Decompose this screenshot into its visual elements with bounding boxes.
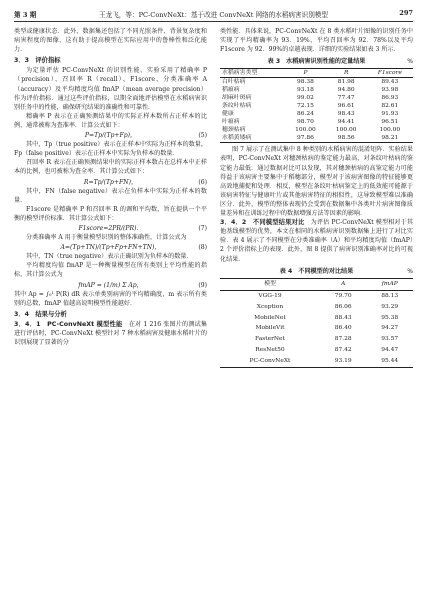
paragraph bbox=[14, 320, 207, 347]
column-header: A bbox=[341, 280, 346, 287]
equation: P=Tp/(Tp+Fp)， bbox=[84, 132, 137, 140]
section-heading: 3．3 评价指标 bbox=[14, 57, 61, 65]
cell: 86.40 bbox=[334, 325, 352, 332]
results-table bbox=[220, 68, 413, 143]
cell: 96.61 bbox=[337, 103, 355, 110]
cell: 89.43 bbox=[381, 79, 399, 86]
column-header: 模型 bbox=[264, 280, 276, 287]
equation: A=(Tp+TN)/(Tp+Fp+FN+TN)， bbox=[60, 244, 161, 252]
cell: PC-ConvNeXt bbox=[249, 358, 291, 365]
column-header: P bbox=[303, 70, 308, 77]
table-title: 表 3 水稻病害识别性能的定量结果 bbox=[267, 58, 366, 66]
cell: 94.80 bbox=[337, 87, 355, 94]
cell: 水稻黄矮病 bbox=[222, 135, 252, 142]
cell: 93.98 bbox=[381, 87, 399, 94]
equation: fmAP = (1/m) Σ Ap， bbox=[78, 281, 143, 289]
paragraph: 精确率 P 表示在正确预测结果中的实际正样本数所占正样本的比例，通常被称为查准率．计算公式如下： bbox=[14, 112, 207, 129]
running-header bbox=[14, 7, 413, 22]
table-title: 表 4 不同模型的对比结果 bbox=[279, 267, 354, 275]
table-row bbox=[220, 334, 413, 345]
table-row bbox=[220, 78, 413, 87]
paragraph: 分类准确率 A 用于衡量模型识别的整体准确性，计算公式为 bbox=[26, 234, 187, 242]
section-heading: 3．4 结果与分析 bbox=[14, 310, 67, 318]
paragraph: 为定量评估 PC-ConvNeXt 的识别性能，实验采用了精确率 P（precision）、召回率 R（recall）、F1score、分类准确率 A（accuracy）及平均精度均值 fmAP（mean average precision）作为评价指标．通过这些评价指标，以期全面地评估模型在水稻病害识别任务中的性能，确保研究结果的准确性和可靠性． bbox=[14, 67, 207, 111]
cell: Xception bbox=[256, 303, 284, 310]
cell: 86.93 bbox=[381, 95, 399, 102]
cell: 93.57 bbox=[381, 336, 399, 343]
cell: FasterNet bbox=[255, 336, 285, 343]
table-row bbox=[220, 302, 413, 313]
paragraph: 类性能．具体来说，PC-ConvNeXt 在 8 类水稻叶片图像的识别任务中实现了平均精确率为 93．19%，平均召回率为 92．78%以及平均 F1score 为 92．99%的卓越表现．详细的实验结果如表 3 所示． bbox=[220, 28, 413, 54]
cell: 99.02 bbox=[297, 95, 314, 102]
issue-label: 第 3 期 bbox=[14, 11, 37, 19]
paragraph: 类型或健康状态．此外，数据集还包括了不同光照条件、背景复杂度和病害程度的图像，这有助于提高模型在实际应用中的鲁棒性和泛化能力． bbox=[14, 28, 207, 54]
table-row bbox=[220, 118, 413, 126]
table-row bbox=[220, 290, 413, 301]
subsection-heading: 3．4．2 不同模型结果对比 bbox=[220, 219, 305, 227]
equation-row bbox=[14, 178, 207, 187]
cell: MobileNet bbox=[254, 314, 286, 321]
column-header: F1score bbox=[377, 70, 402, 77]
equation-row bbox=[14, 243, 207, 252]
cell: 91.93 bbox=[381, 111, 399, 118]
equation: R=Tp/(Tp+FN)， bbox=[83, 178, 138, 186]
paragraph: 图 7 展示了在测试集中 8 种类别的水稻病害的混淆矩阵．实验结果表明，PC-ConvNeXt 对穗颈枯病的鉴定能力最高，对条纹叶枯病的鉴定能力最低．通过数据对比可以发现，其对穗颈枯病的高鉴定能力可能得益于该病害主要集中于稻穗部分，模型对于该病害图像的特征能够更高效地捕捉和处理．相反，模型在条纹叶枯病鉴定上的低效能可能源于该病害特征与健康叶片或其他病害特征的相似性，这导致模型难以准确区分．此外，模型的整体表现仍会受到在数据集中各类叶片病害图像质量差异和在训练过程中的数据增强方法等因素的影响． bbox=[220, 146, 413, 218]
equation-number: (9) bbox=[198, 281, 207, 289]
equation-number: (7) bbox=[198, 224, 207, 232]
table-row bbox=[220, 86, 413, 94]
table-row bbox=[220, 110, 413, 118]
paragraph: 平均精度均值 fmAP 是一种衡量模型在所有类别上平均性能的指标，其计算公式为 bbox=[14, 262, 207, 279]
equation-row bbox=[14, 224, 207, 233]
table-row bbox=[220, 323, 413, 334]
paragraph: 其中 Ap = ∫₀¹ P(R) dR 表示单类别病害的平均精确度，m 表示所有类别的总数，fmAP 值越高说明模型性能越好． bbox=[14, 290, 207, 307]
paragraph bbox=[220, 218, 413, 263]
table-header-row bbox=[220, 69, 413, 78]
equation-row bbox=[14, 281, 207, 290]
cell: 82.61 bbox=[381, 103, 399, 110]
subsection-heading: 3．4．1 PC-ConvNeXt 模型性能 bbox=[14, 320, 123, 328]
cell: 健康 bbox=[222, 111, 234, 118]
column-header: fmAP bbox=[381, 280, 398, 287]
cell: 87.28 bbox=[334, 336, 352, 343]
table-row bbox=[220, 94, 413, 102]
cell: 95.44 bbox=[381, 358, 399, 365]
cell: 98.56 bbox=[337, 135, 355, 142]
cell: 93.19 bbox=[334, 358, 352, 365]
cell: 94.47 bbox=[381, 347, 399, 354]
running-title: 王龙飞，等：PC-ConvNeXt：基于改进 ConvNeXt 网络的水稻病害识别模型 bbox=[99, 11, 328, 19]
cell: 72.15 bbox=[297, 103, 314, 110]
table-row bbox=[220, 313, 413, 324]
column-header: R bbox=[344, 70, 349, 77]
right-column bbox=[220, 27, 413, 368]
paragraph: 其中，Tp（true positive）表示在正样本中实际为正样本的数量，Fp（false positive）表示在正样本中实际为负样本的数量． bbox=[14, 141, 207, 158]
paragraph: 其中，FN（false negative）表示在负样本中实际为正样本的数量． bbox=[14, 187, 207, 204]
cell: 100.00 bbox=[335, 127, 357, 134]
equation: F1score=2PR/(PR)． bbox=[78, 224, 143, 232]
cell: 86.24 bbox=[297, 111, 314, 118]
equation-number: (5) bbox=[198, 132, 207, 140]
cell: 白叶枯病 bbox=[222, 79, 246, 86]
cell: 胡麻叶斑病 bbox=[222, 95, 252, 102]
table-row bbox=[220, 134, 413, 143]
cell: 93.18 bbox=[297, 87, 314, 94]
cell: 94.27 bbox=[381, 325, 399, 332]
cell: 81.98 bbox=[337, 79, 355, 86]
table-row bbox=[220, 356, 413, 367]
cell: 94.41 bbox=[337, 119, 355, 126]
table-row bbox=[220, 345, 413, 356]
cell: 100.00 bbox=[295, 127, 316, 134]
equation-number: (6) bbox=[198, 178, 207, 186]
cell: 98.38 bbox=[297, 79, 314, 86]
cell: 97.86 bbox=[297, 135, 314, 142]
cell: MobileVit bbox=[255, 325, 285, 332]
left-column bbox=[14, 27, 207, 347]
paragraph-text: 为评估 PC-ConvNeXt 模型相对于其他基线模型的优势，本文在相同的水稻病害识别数据集上进行了对比实验．表 4 展示了不同模型在分类准确率（A）和平均精度均值（fmAP）2 个评价指标上的表现．此外，图 8 提供了病害识别准确率对比的可视化结果． bbox=[220, 219, 413, 263]
table-caption bbox=[220, 57, 413, 66]
table-row bbox=[220, 126, 413, 134]
cell: 100.00 bbox=[379, 127, 401, 134]
cell: 98.43 bbox=[337, 111, 355, 118]
cell: 88.43 bbox=[334, 314, 352, 321]
cell: 叶瘟病 bbox=[222, 119, 240, 126]
cell: 稻瘟病 bbox=[222, 87, 240, 94]
cell: 96.51 bbox=[381, 119, 399, 126]
paragraph: F1score 是精确率 P 和召回率 R 的调和平均数，旨在提供一个平衡的模型评价标准．其计算公式如下： bbox=[14, 205, 207, 222]
cell: 条纹叶枯病 bbox=[222, 103, 252, 110]
cell: 93.29 bbox=[381, 303, 399, 310]
comparison-table bbox=[220, 278, 413, 368]
page-number: 297 bbox=[399, 9, 413, 17]
cell: 86.06 bbox=[334, 303, 352, 310]
cell: 95.38 bbox=[381, 314, 399, 321]
table-header-row bbox=[220, 278, 413, 290]
column-header: 水稻病害类型 bbox=[222, 70, 258, 77]
equation-number: (8) bbox=[198, 244, 207, 252]
paragraph-text: 在对 1 216 张图片的测试集进行评估时，PC-ConvNeXt 模型针对 7 种水稻病害及健康水稻叶片的识别展现了显著的分 bbox=[14, 320, 208, 347]
cell: ResNet50 bbox=[255, 347, 285, 354]
table-row bbox=[220, 102, 413, 110]
cell: 77.47 bbox=[337, 95, 355, 102]
cell: 穗颈枯病 bbox=[222, 127, 246, 134]
paragraph: 其中，TN（true negative）表示正确识别为负样本的数量． bbox=[26, 253, 193, 261]
cell: 79.70 bbox=[334, 292, 352, 299]
cell: VGG-19 bbox=[258, 292, 282, 299]
cell: 98.21 bbox=[381, 135, 399, 142]
paragraph: 召回率 R 表示在正确预测结果中的实际正样本数占在总样本中正样本的比例，也可被称为查全率．其计算公式如下： bbox=[14, 159, 207, 176]
cell: 87.42 bbox=[334, 347, 352, 354]
cell: 88.13 bbox=[381, 292, 399, 299]
table-unit: % bbox=[407, 58, 413, 66]
equation-row bbox=[14, 131, 207, 140]
table-unit: % bbox=[407, 267, 413, 275]
cell: 98.70 bbox=[297, 119, 314, 126]
table-caption bbox=[220, 267, 413, 276]
